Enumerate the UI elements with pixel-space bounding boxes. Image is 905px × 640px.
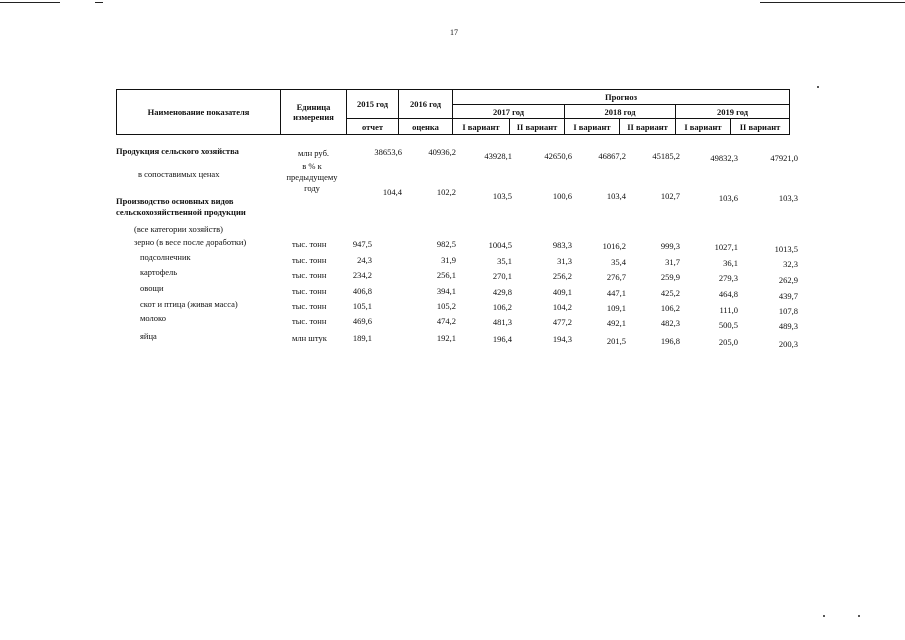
value-cell: 439,7 bbox=[778, 291, 798, 301]
value-cell: 279,3 bbox=[718, 273, 738, 283]
header-2017-v1: I вариант bbox=[453, 119, 510, 135]
value-cell: 107,8 bbox=[778, 306, 798, 316]
value-cell: 35,4 bbox=[611, 257, 626, 267]
header-2016: 2016 год bbox=[399, 90, 453, 119]
value-cell: 106,2 bbox=[492, 302, 512, 312]
value-cell: 104,4 bbox=[382, 187, 402, 197]
value-cell: 256,2 bbox=[552, 271, 572, 281]
value-cell: 106,2 bbox=[660, 303, 680, 313]
row-name: яйца bbox=[140, 331, 157, 341]
value-cell: 196,4 bbox=[492, 334, 512, 344]
header-2019-v2: II вариант bbox=[731, 119, 790, 135]
value-cell: 464,8 bbox=[718, 289, 738, 299]
row-name: картофель bbox=[140, 267, 178, 277]
value-cell: 103,6 bbox=[718, 193, 738, 203]
value-cell: 256,1 bbox=[436, 270, 456, 280]
page-number: 17 bbox=[450, 28, 458, 37]
value-cell: 394,1 bbox=[436, 286, 456, 296]
value-cell: 31,7 bbox=[665, 257, 680, 267]
value-cell: 477,2 bbox=[552, 317, 572, 327]
value-cell: 982,5 bbox=[436, 239, 456, 249]
value-cell: 105,1 bbox=[352, 301, 372, 311]
value-cell: 259,9 bbox=[660, 272, 680, 282]
value-cell: 999,3 bbox=[660, 241, 680, 251]
header-2019-v1: I вариант bbox=[676, 119, 731, 135]
row-name: овощи bbox=[140, 283, 164, 293]
row-name: молоко bbox=[140, 313, 166, 323]
value-cell: 109,1 bbox=[606, 303, 626, 313]
value-cell: 47921,0 bbox=[770, 153, 798, 163]
value-cell: 32,3 bbox=[783, 259, 798, 269]
value-cell: 49832,3 bbox=[710, 153, 738, 163]
row-name: подсолнечник bbox=[140, 252, 191, 262]
value-cell: 429,8 bbox=[492, 287, 512, 297]
value-cell: 103,5 bbox=[492, 191, 512, 201]
value-cell: 481,3 bbox=[492, 317, 512, 327]
header-2017: 2017 год bbox=[453, 105, 565, 119]
value-cell: 31,3 bbox=[557, 256, 572, 266]
value-cell: 24,3 bbox=[357, 255, 372, 265]
header-2015: 2015 год bbox=[347, 90, 399, 119]
value-cell: 406,8 bbox=[352, 286, 372, 296]
row-unit: в % к предыдущему году bbox=[286, 161, 338, 193]
value-cell: 947,5 bbox=[352, 239, 372, 249]
value-cell: 103,4 bbox=[606, 191, 626, 201]
value-cell: 38653,6 bbox=[374, 147, 402, 157]
value-cell: 492,1 bbox=[606, 318, 626, 328]
value-cell: 447,1 bbox=[606, 288, 626, 298]
value-cell: 983,3 bbox=[552, 240, 572, 250]
value-cell: 42650,6 bbox=[544, 151, 572, 161]
scan-mark-center bbox=[95, 2, 103, 3]
value-cell: 103,3 bbox=[778, 193, 798, 203]
value-cell: 104,2 bbox=[552, 302, 572, 312]
value-cell: 46867,2 bbox=[598, 151, 626, 161]
value-cell: 205,0 bbox=[718, 337, 738, 347]
header-2019: 2019 год bbox=[676, 105, 790, 119]
row-unit: тыс. тонн bbox=[292, 270, 327, 280]
value-cell: 35,1 bbox=[497, 256, 512, 266]
header-2017-v2: II вариант bbox=[510, 119, 565, 135]
scan-dot bbox=[858, 615, 860, 617]
value-cell: 474,2 bbox=[436, 316, 456, 326]
value-cell: 425,2 bbox=[660, 288, 680, 298]
row-name: в сопоставимых ценах bbox=[138, 169, 220, 179]
header-2018-v1: I вариант bbox=[565, 119, 620, 135]
value-cell: 1004,5 bbox=[488, 240, 512, 250]
row-unit: тыс. тонн bbox=[292, 316, 327, 326]
value-cell: 45185,2 bbox=[652, 151, 680, 161]
value-cell: 489,3 bbox=[778, 321, 798, 331]
value-cell: 31,9 bbox=[441, 255, 456, 265]
header-forecast: Прогноз bbox=[453, 90, 790, 105]
header-estimate: оценка bbox=[399, 119, 453, 135]
value-cell: 102,2 bbox=[436, 187, 456, 197]
value-cell: 36,1 bbox=[723, 258, 738, 268]
row-unit: млн штук bbox=[292, 333, 327, 343]
table-header bbox=[116, 89, 790, 135]
header-2018: 2018 год bbox=[565, 105, 676, 119]
scan-mark-left bbox=[0, 2, 60, 3]
value-cell: 409,1 bbox=[552, 287, 572, 297]
value-cell: 40936,2 bbox=[428, 147, 456, 157]
value-cell: 194,3 bbox=[552, 334, 572, 344]
value-cell: 43928,1 bbox=[484, 151, 512, 161]
row-unit: тыс. тонн bbox=[292, 286, 327, 296]
row-unit: млн руб. bbox=[298, 148, 330, 158]
header-2018-v2: II вариант bbox=[620, 119, 676, 135]
scan-mark-right bbox=[760, 2, 905, 3]
value-cell: 1013,5 bbox=[774, 244, 798, 254]
value-cell: 234,2 bbox=[352, 270, 372, 280]
scan-dot bbox=[823, 615, 825, 617]
row-unit: тыс. тонн bbox=[292, 239, 327, 249]
row-name: (все категории хозяйств) bbox=[134, 224, 223, 234]
value-cell: 189,1 bbox=[352, 333, 372, 343]
value-cell: 100,6 bbox=[552, 191, 572, 201]
value-cell: 196,8 bbox=[660, 336, 680, 346]
header-report: отчет bbox=[347, 119, 399, 135]
value-cell: 262,9 bbox=[778, 275, 798, 285]
scan-dot bbox=[817, 86, 819, 88]
value-cell: 500,5 bbox=[718, 320, 738, 330]
section-heading: Производство основных видов сельскохозяйственной продукции bbox=[116, 196, 246, 217]
value-cell: 1027,1 bbox=[714, 242, 738, 252]
value-cell: 102,7 bbox=[660, 191, 680, 201]
value-cell: 105,2 bbox=[436, 301, 456, 311]
value-cell: 270,1 bbox=[492, 271, 512, 281]
value-cell: 276,7 bbox=[606, 272, 626, 282]
value-cell: 111,0 bbox=[719, 305, 738, 315]
value-cell: 192,1 bbox=[436, 333, 456, 343]
value-cell: 200,3 bbox=[778, 339, 798, 349]
row-unit: тыс. тонн bbox=[292, 301, 327, 311]
row-name: Продукция сельского хозяйства bbox=[116, 146, 239, 156]
value-cell: 201,5 bbox=[606, 336, 626, 346]
value-cell: 482,3 bbox=[660, 318, 680, 328]
header-unit: Единица измерения bbox=[281, 90, 347, 135]
row-name: скот и птица (живая масса) bbox=[140, 299, 238, 309]
value-cell: 1016,2 bbox=[602, 241, 626, 251]
row-unit: тыс. тонн bbox=[292, 255, 327, 265]
header-name: Наименование показателя bbox=[117, 90, 281, 135]
row-name: зерно (в весе после доработки) bbox=[134, 237, 247, 247]
value-cell: 469,6 bbox=[352, 316, 372, 326]
